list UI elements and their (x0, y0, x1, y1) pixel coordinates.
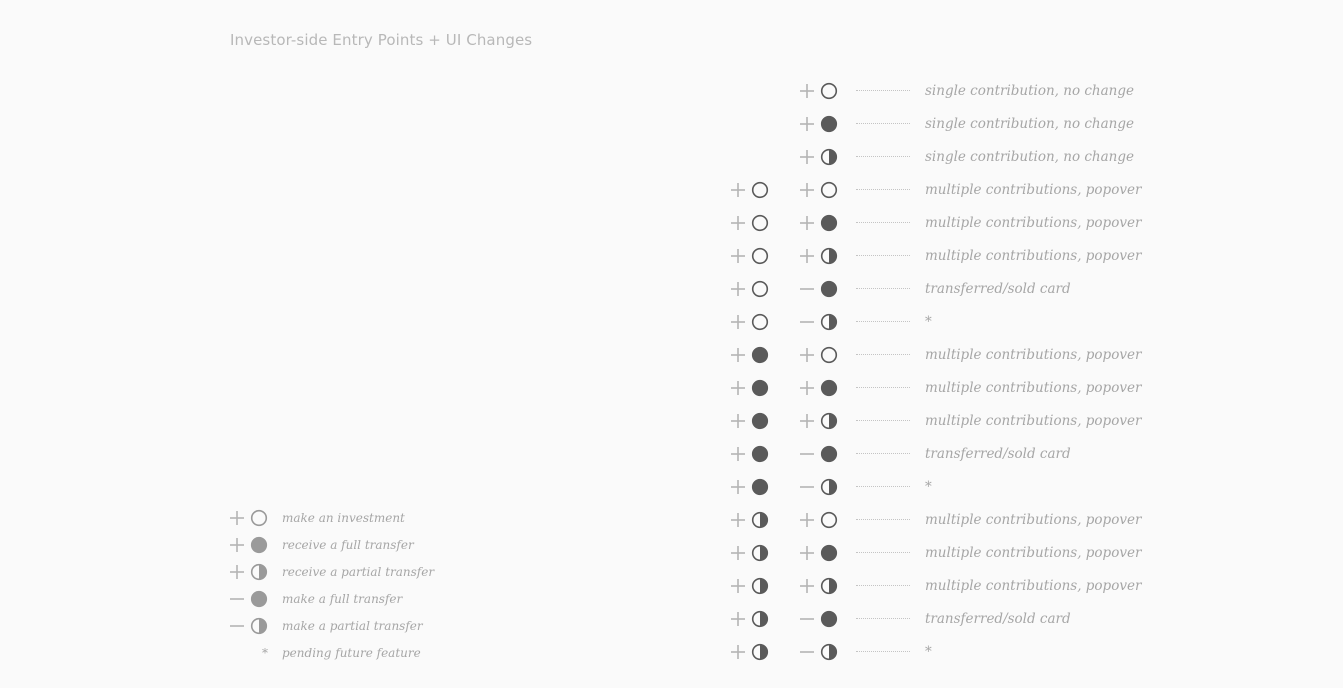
plus-icon (728, 246, 748, 266)
legend-label: receive a full transfer (282, 538, 414, 552)
plus-icon (797, 510, 817, 530)
plus-icon (728, 213, 748, 233)
minus-icon (797, 477, 817, 497)
minus-icon (797, 279, 817, 299)
minus-icon (227, 589, 247, 609)
dotted-leader (856, 90, 910, 91)
row-description: single contribution, no change (925, 116, 1134, 132)
dotted-leader (856, 156, 910, 157)
legend-item (0, 589, 700, 609)
matrix-row (0, 378, 1343, 398)
full-circle-icon (750, 345, 770, 365)
plus-icon (728, 378, 748, 398)
open-circle-icon (819, 510, 839, 530)
half-circle-icon (750, 609, 770, 629)
row-description: * (925, 314, 932, 330)
legend-item (0, 616, 700, 636)
matrix-row (0, 147, 1343, 167)
row-description: * (925, 644, 932, 660)
plus-icon (728, 279, 748, 299)
minus-icon (797, 609, 817, 629)
row-description: transferred/sold card (925, 446, 1071, 462)
full-circle-icon (750, 378, 770, 398)
matrix-row (0, 279, 1343, 299)
row-description: multiple contributions, popover (925, 215, 1142, 231)
matrix-row (0, 411, 1343, 431)
row-description: * (925, 479, 932, 495)
legend-label: make a partial transfer (282, 619, 423, 633)
open-circle-icon (750, 246, 770, 266)
legend-item (0, 562, 700, 582)
half-circle-icon (819, 411, 839, 431)
half-circle-icon (249, 562, 269, 582)
dotted-leader (856, 420, 910, 421)
dotted-leader (856, 222, 910, 223)
half-circle-icon (750, 576, 770, 596)
legend-item (0, 508, 700, 528)
plus-icon (227, 535, 247, 555)
matrix-row (0, 477, 1343, 497)
plus-icon (797, 345, 817, 365)
plus-icon (728, 477, 748, 497)
dotted-leader (856, 288, 910, 289)
dotted-leader (856, 552, 910, 553)
plus-icon (728, 543, 748, 563)
full-circle-icon (750, 444, 770, 464)
row-description: transferred/sold card (925, 611, 1071, 627)
full-circle-icon (819, 378, 839, 398)
plus-icon (797, 246, 817, 266)
matrix-row (0, 81, 1343, 101)
full-circle-icon (819, 114, 839, 134)
plus-icon (728, 312, 748, 332)
open-circle-icon (819, 180, 839, 200)
plus-icon (227, 562, 247, 582)
matrix-row (0, 312, 1343, 332)
full-circle-icon (819, 213, 839, 233)
plus-icon (728, 510, 748, 530)
page-title: Investor-side Entry Points + UI Changes (230, 31, 533, 49)
plus-icon (728, 642, 748, 662)
matrix-row (0, 114, 1343, 134)
open-circle-icon (249, 508, 269, 528)
half-circle-icon (819, 246, 839, 266)
half-circle-icon (750, 642, 770, 662)
row-description: single contribution, no change (925, 83, 1134, 99)
row-description: multiple contributions, popover (925, 248, 1142, 264)
row-description: transferred/sold card (925, 281, 1071, 297)
plus-icon (797, 576, 817, 596)
dotted-leader (856, 651, 910, 652)
open-circle-icon (750, 279, 770, 299)
half-circle-icon (819, 477, 839, 497)
dotted-leader (856, 387, 910, 388)
plus-icon (797, 378, 817, 398)
half-circle-icon (249, 616, 269, 636)
matrix-row (0, 345, 1343, 365)
plus-icon (227, 508, 247, 528)
dotted-leader (856, 585, 910, 586)
plus-icon (797, 543, 817, 563)
row-description: multiple contributions, popover (925, 413, 1142, 429)
half-circle-icon (819, 642, 839, 662)
dotted-leader (856, 255, 910, 256)
matrix-row (0, 246, 1343, 266)
half-circle-icon (819, 312, 839, 332)
open-circle-icon (750, 180, 770, 200)
full-circle-icon (819, 543, 839, 563)
legend-item (0, 643, 700, 663)
plus-icon (728, 576, 748, 596)
dotted-leader (856, 486, 910, 487)
row-description: multiple contributions, popover (925, 578, 1142, 594)
dotted-leader (856, 354, 910, 355)
legend-label: receive a partial transfer (282, 565, 435, 579)
plus-icon (797, 114, 817, 134)
row-description: multiple contributions, popover (925, 512, 1142, 528)
plus-icon (728, 345, 748, 365)
full-circle-icon (249, 589, 269, 609)
legend-label: make an investment (282, 511, 405, 525)
full-circle-icon (819, 609, 839, 629)
open-circle-icon (819, 345, 839, 365)
full-circle-icon (819, 444, 839, 464)
dotted-leader (856, 453, 910, 454)
matrix-row (0, 213, 1343, 233)
plus-icon (728, 444, 748, 464)
legend-label: pending future feature (282, 646, 421, 660)
minus-icon (797, 642, 817, 662)
dotted-leader (856, 123, 910, 124)
half-circle-icon (750, 543, 770, 563)
full-circle-icon (819, 279, 839, 299)
half-circle-icon (819, 147, 839, 167)
legend-label: make a full transfer (282, 592, 403, 606)
minus-icon (227, 616, 247, 636)
minus-icon (797, 312, 817, 332)
row-description: multiple contributions, popover (925, 182, 1142, 198)
half-circle-icon (750, 510, 770, 530)
open-circle-icon (750, 312, 770, 332)
row-description: multiple contributions, popover (925, 347, 1142, 363)
dotted-leader (856, 189, 910, 190)
legend-item (0, 535, 700, 555)
asterisk-symbol: * (262, 646, 268, 660)
full-circle-icon (750, 411, 770, 431)
row-description: multiple contributions, popover (925, 380, 1142, 396)
plus-icon (797, 213, 817, 233)
plus-icon (797, 81, 817, 101)
dotted-leader (856, 519, 910, 520)
plus-icon (797, 180, 817, 200)
row-description: single contribution, no change (925, 149, 1134, 165)
dotted-leader (856, 321, 910, 322)
minus-icon (797, 444, 817, 464)
open-circle-icon (750, 213, 770, 233)
plus-icon (797, 411, 817, 431)
full-circle-icon (750, 477, 770, 497)
row-description: multiple contributions, popover (925, 545, 1142, 561)
half-circle-icon (819, 576, 839, 596)
full-circle-icon (249, 535, 269, 555)
open-circle-icon (819, 81, 839, 101)
dotted-leader (856, 618, 910, 619)
matrix-row (0, 444, 1343, 464)
plus-icon (797, 147, 817, 167)
plus-icon (728, 180, 748, 200)
plus-icon (728, 411, 748, 431)
plus-icon (728, 609, 748, 629)
matrix-row (0, 180, 1343, 200)
